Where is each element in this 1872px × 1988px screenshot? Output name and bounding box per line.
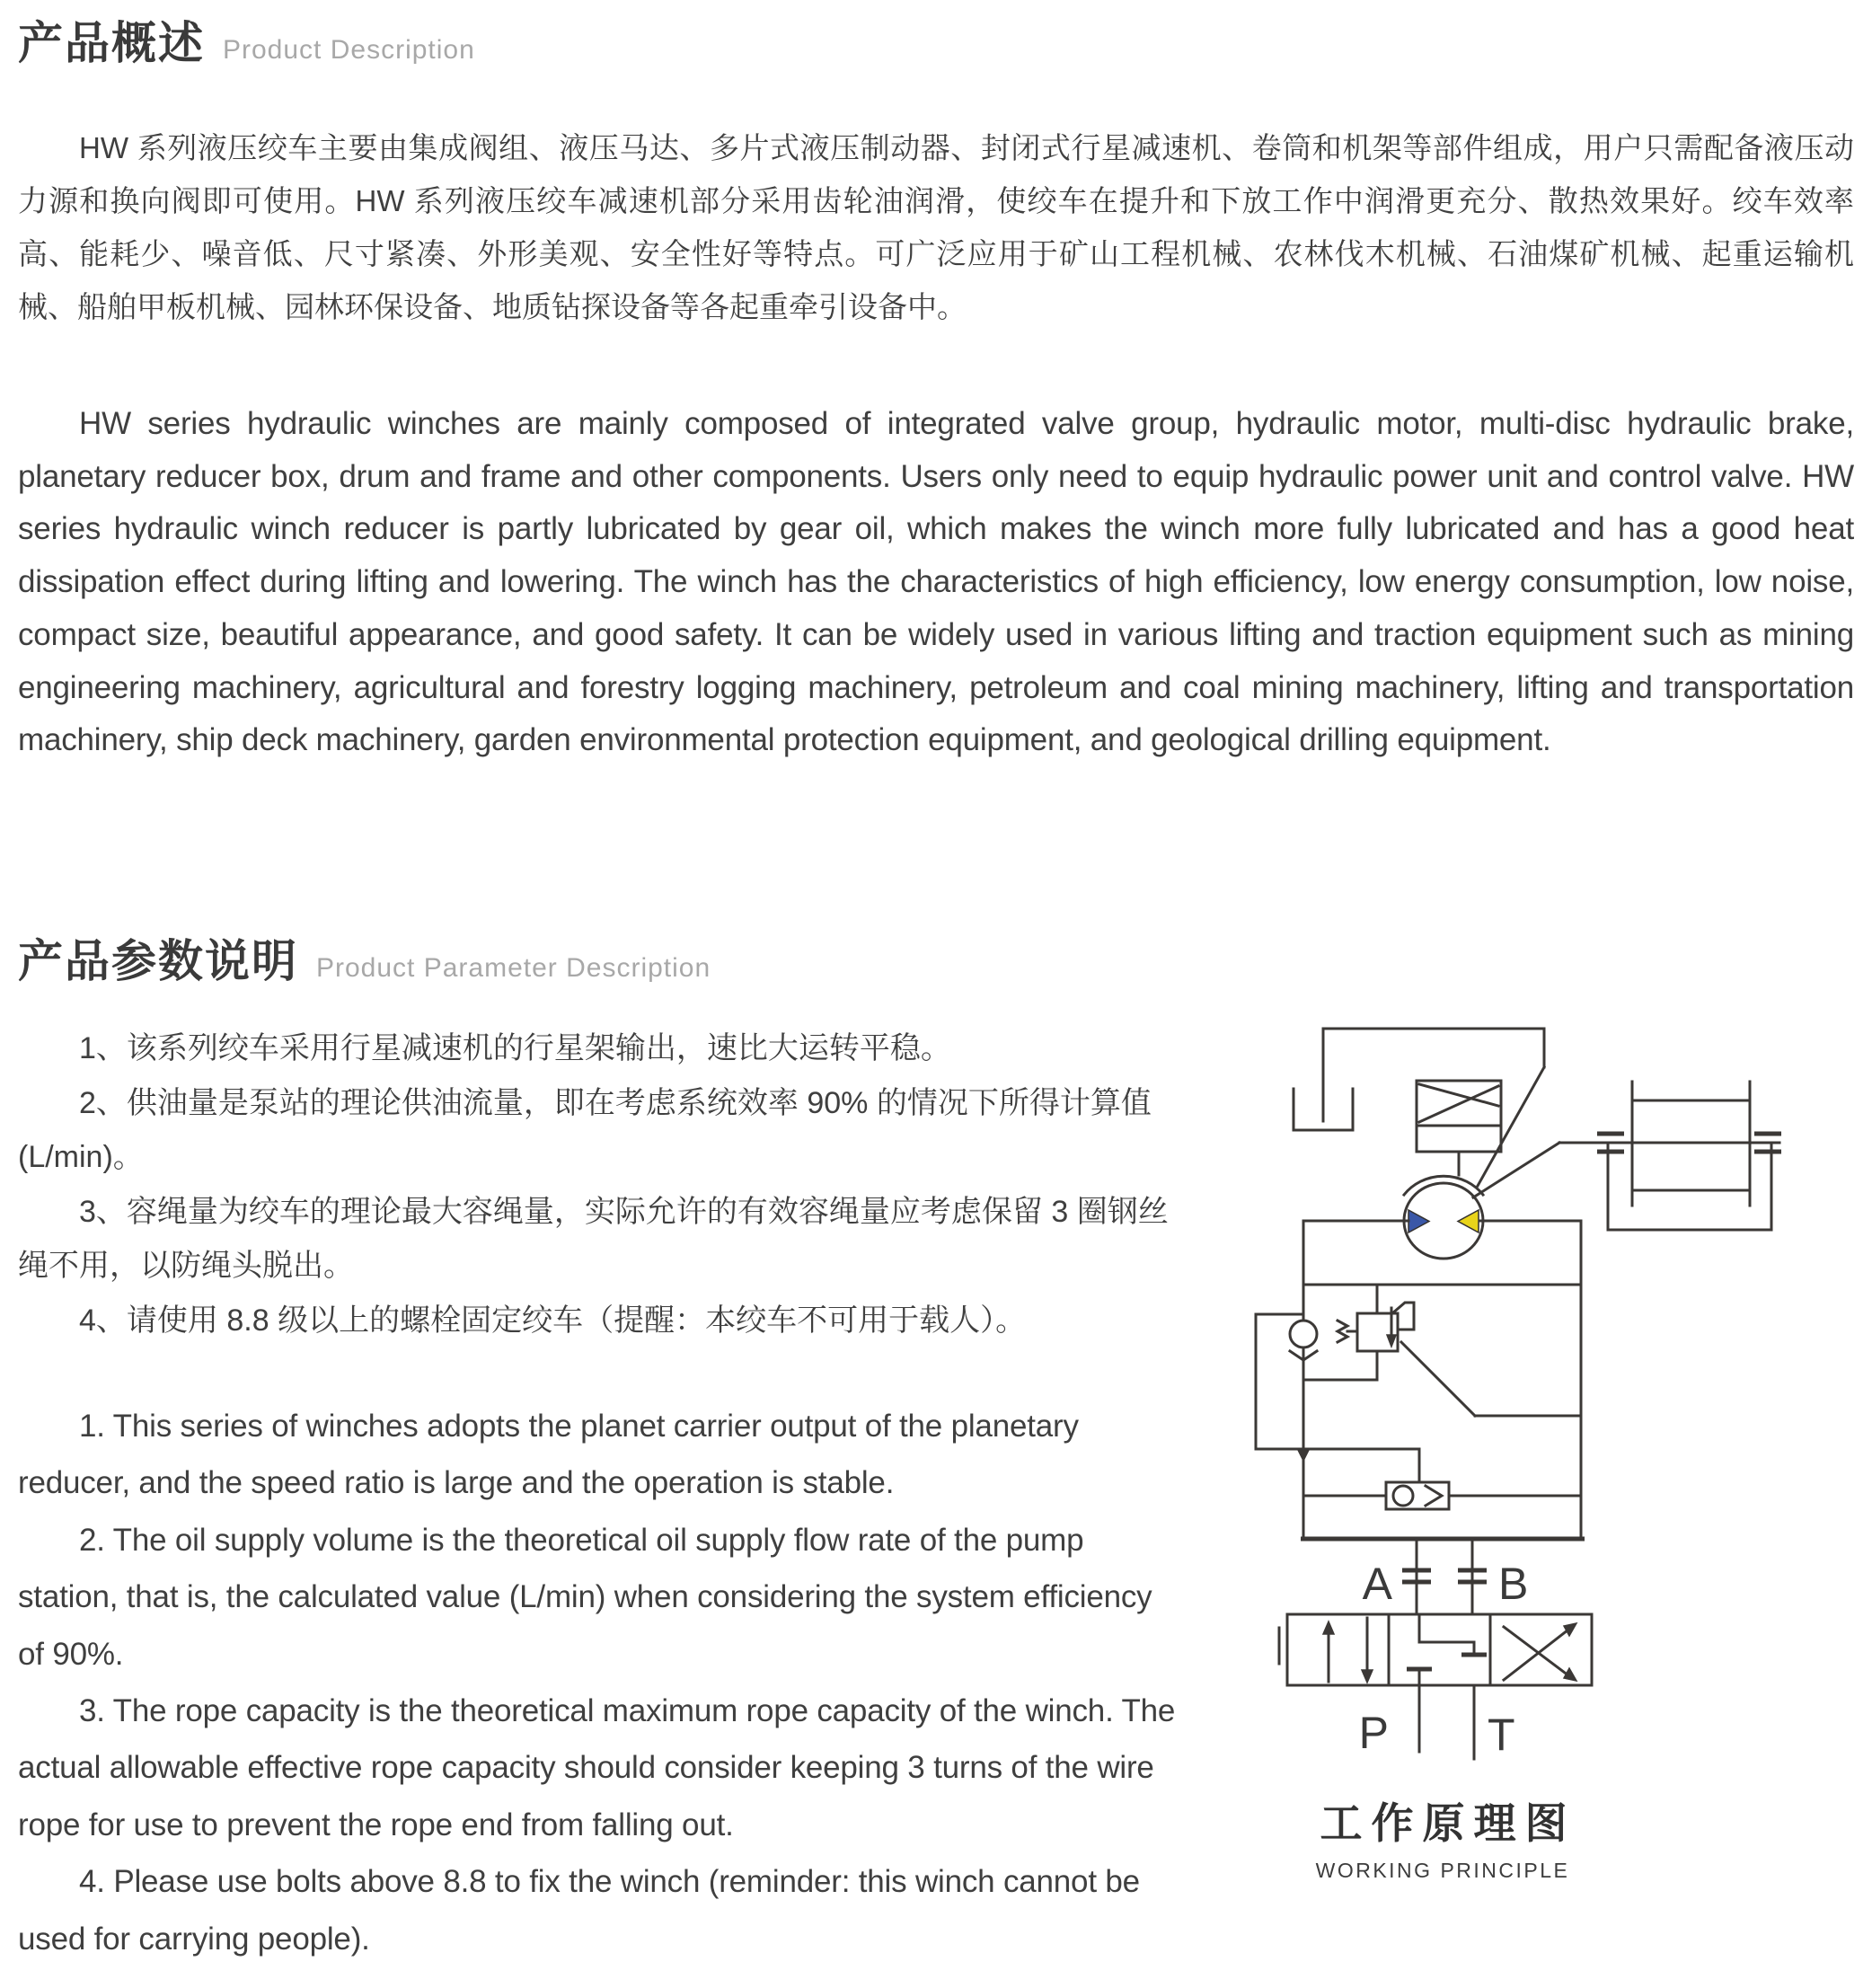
port-b-label: B xyxy=(1498,1559,1529,1609)
port-a-b xyxy=(1363,1539,1529,1614)
section-overview-header xyxy=(18,7,475,72)
diagram-caption xyxy=(1316,1799,1576,1882)
winch-drum-symbol xyxy=(1473,1082,1781,1230)
overview-paragraph-zh: HW 系列液压绞车主要由集成阀组、液压马达、多片式液压制动器、封闭式行星减速机、卷筒和机架等部件组成，用户只需配备液压动力源和换向阀即可使用。HW 系列液压绞车减速机部分采用齿轮油润滑，使绞车在提升和下放工作中润滑更充分、散热效果好。绞车效率高、能耗少、噪音低、尺寸紧凑、外形美观、安全性好等特点。可广泛应用于矿山工程机械、农林伐木机械、石油煤矿机械、起重运输机械、船舶甲板机械、园林环保设备、地质钻探设备等各起重牵引设备中。 xyxy=(18,131,1854,323)
brake-cylinder-symbol xyxy=(1417,1081,1501,1175)
port-p-label: P xyxy=(1358,1708,1389,1758)
note-zh-2: 2、供油量是泵站的理论供油流量，即在考虑系统效率 90% 的情况下所得计算值 (L/min)。 xyxy=(18,1085,1152,1174)
section-parameters-header xyxy=(18,925,711,990)
oil-tank-symbol xyxy=(1294,1029,1544,1186)
note-en-3: 3. The rope capacity is the theoretical maximum rope capacity of the winch. The actual allowable effective rope capacity should consider keeping 3 turns of the wire rope for use to prevent the rope end from falling out. xyxy=(18,1693,1176,1842)
port-t-label: T xyxy=(1488,1710,1515,1760)
overview-paragraph-en: HW series hydraulic winches are mainly composed of integrated valve group, hydraulic motor, multi-disc hydraulic brake, planetary reducer box, drum and frame and other components. Users only need to equip hydraulic power unit and control valve. HW series hydraulic winch reducer is partly lubricated by gear oil, which makes the winch more fully lubricated and has a good heat dissipation effect during lifting and lowering. The winch has the characteristics of high efficiency, low energy consumption, low noise, compact size, beautiful appearance, and good safety. It can be widely used in various lifting and traction equipment such as mining engineering machinery, agricultural and forestry logging machinery, petroleum and coal mining machinery, lifting and transportation machinery, ship deck machinery, garden environmental protection equipment, and geological drilling equipment. xyxy=(18,406,1854,758)
port-p-t xyxy=(1359,1685,1515,1760)
hydraulic-motor-symbol xyxy=(1404,1176,1483,1259)
diagram-caption-zh: 工作原理图 xyxy=(1320,1799,1576,1847)
note-zh-4: 4、请使用 8.8 级以上的螺栓固定绞车（提醒：本绞车不可用于载人）。 xyxy=(79,1303,1027,1338)
diagram-caption-en: WORKING PRINCIPLE xyxy=(1315,1859,1570,1882)
working-principle-diagram xyxy=(1243,995,1872,1885)
relief-valve-symbol xyxy=(1303,1285,1581,1416)
port-a-label: A xyxy=(1362,1559,1392,1609)
motor-port-arrow-blue xyxy=(1408,1210,1429,1233)
note-en-4: 4. Please use bolts above 8.8 to fix the winch (reminder: this winch cannot be used for carrying people). xyxy=(18,1864,1140,1957)
motor-port-arrow-yellow xyxy=(1458,1210,1479,1233)
overview-title-zh: 产品概述 xyxy=(18,18,205,68)
note-zh-3: 3、容绳量为绞车的理论最大容绳量，实际允许的有效容绳量应考虑保留 3 圈钢丝绳不用，以防绳头脱出。 xyxy=(18,1194,1169,1283)
parameter-notes-zh xyxy=(18,1021,1177,1347)
directional-valve-symbol xyxy=(1279,1614,1592,1685)
parameters-title-en: Product Parameter Description xyxy=(316,953,711,983)
shuttle-valve-symbol xyxy=(1303,1449,1581,1509)
note-zh-1: 1、该系列绞车采用行星减速机的行星架输出，速比大运转平稳。 xyxy=(79,1031,951,1065)
note-en-2: 2. The oil supply volume is the theoretical oil supply flow rate of the pump station, that is, the calculated value (L/min) when considering the system efficiency of 90%. xyxy=(18,1522,1152,1672)
parameters-title-zh: 产品参数说明 xyxy=(18,936,298,986)
parameter-notes-en xyxy=(18,1398,1177,1967)
overview-title-en: Product Description xyxy=(223,35,475,65)
note-en-1: 1. This series of winches adopts the planet carrier output of the planetary reducer, and the speed ratio is large and the operation is stable. xyxy=(18,1409,1079,1501)
